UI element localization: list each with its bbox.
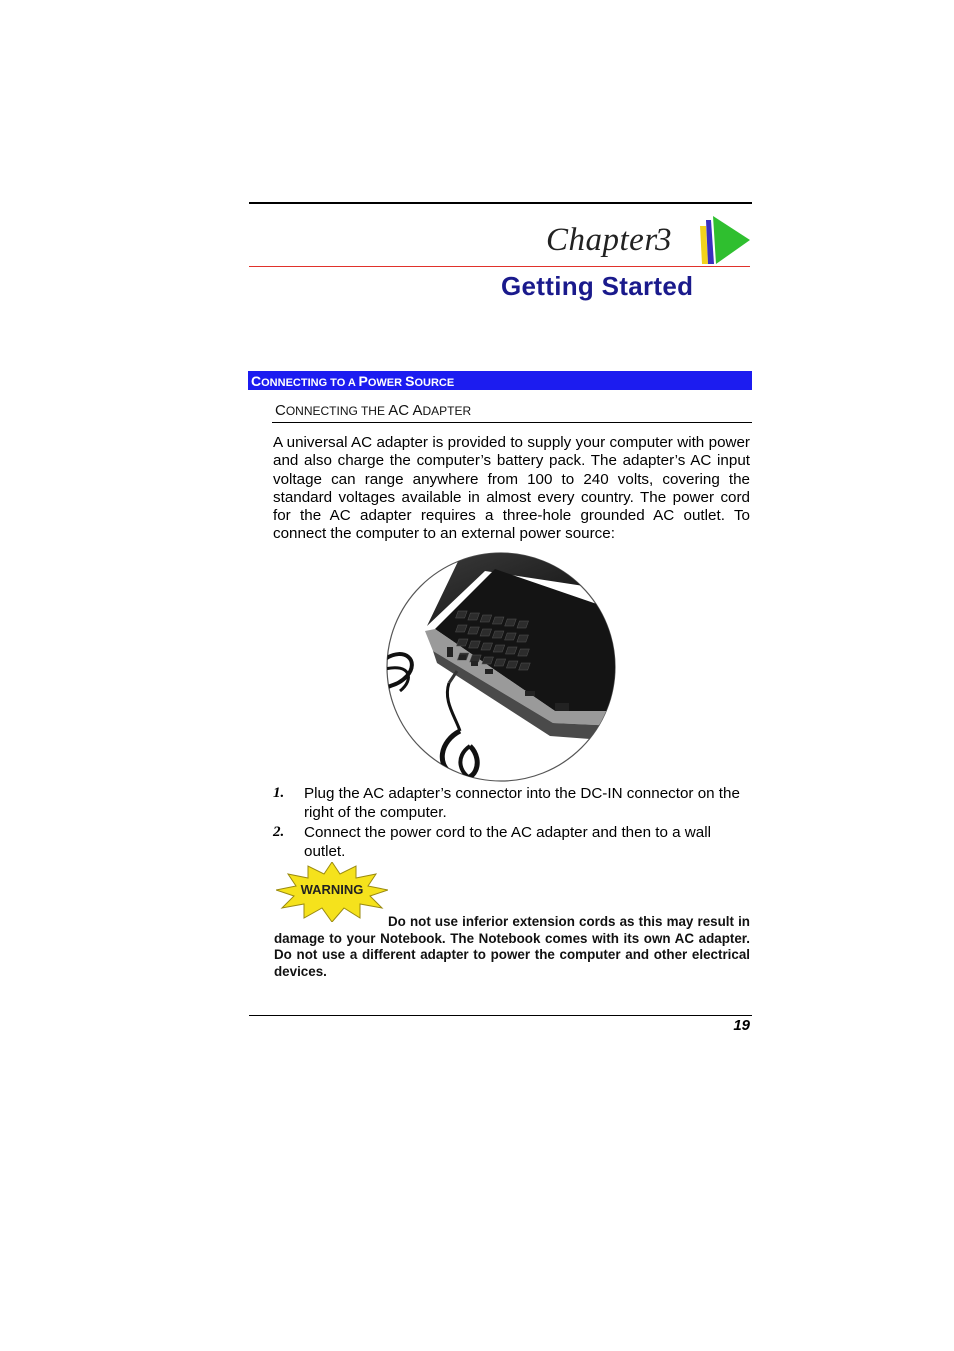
step-2-text: Connect the power cord to the AC adapter and then to a wall outlet. xyxy=(304,824,711,860)
warning-text: Do not use inferior extension cords as this may result in damage to your Notebook. The Notebook comes with its own AC adapter. Do not use a different adapter to power the computer and other electrical devices. xyxy=(274,914,750,979)
subsection-rule xyxy=(272,422,752,423)
section-heading: CONNECTING TO A POWER SOURCE xyxy=(251,373,455,389)
page-number: 19 xyxy=(733,1017,750,1034)
chapter-title: Getting Started xyxy=(501,271,694,301)
warning-starburst-icon xyxy=(276,862,388,922)
subsection-heading: CONNECTING THE AC ADAPTER xyxy=(275,402,472,419)
top-rule xyxy=(249,202,752,204)
step-1-text: Plug the AC adapter’s connector into the DC-IN connector on the right of the computer. xyxy=(304,785,740,821)
step-1-number: 1. xyxy=(273,785,285,801)
chapter-label: Chapter xyxy=(546,222,658,258)
chapter-logo-icon xyxy=(694,214,752,266)
chapter-red-rule xyxy=(249,266,750,267)
laptop-ac-adapter-illustration xyxy=(385,551,617,783)
warning-badge-text: WARNING xyxy=(300,882,364,897)
intro-paragraph: A universal AC adapter is provided to supply your computer with power and also charge the computer’s battery pack. The adapter’s AC input voltage can range anywhere from 100 to 240 volts, covering the standard voltages available in almost every country. The power cord for the AC adapter requires a three-hole grounded AC outlet. To connect the computer to an external power source: xyxy=(273,434,750,543)
bottom-rule xyxy=(249,1015,752,1016)
chapter-number: 3 xyxy=(655,222,672,258)
step-2-number: 2. xyxy=(273,824,285,840)
